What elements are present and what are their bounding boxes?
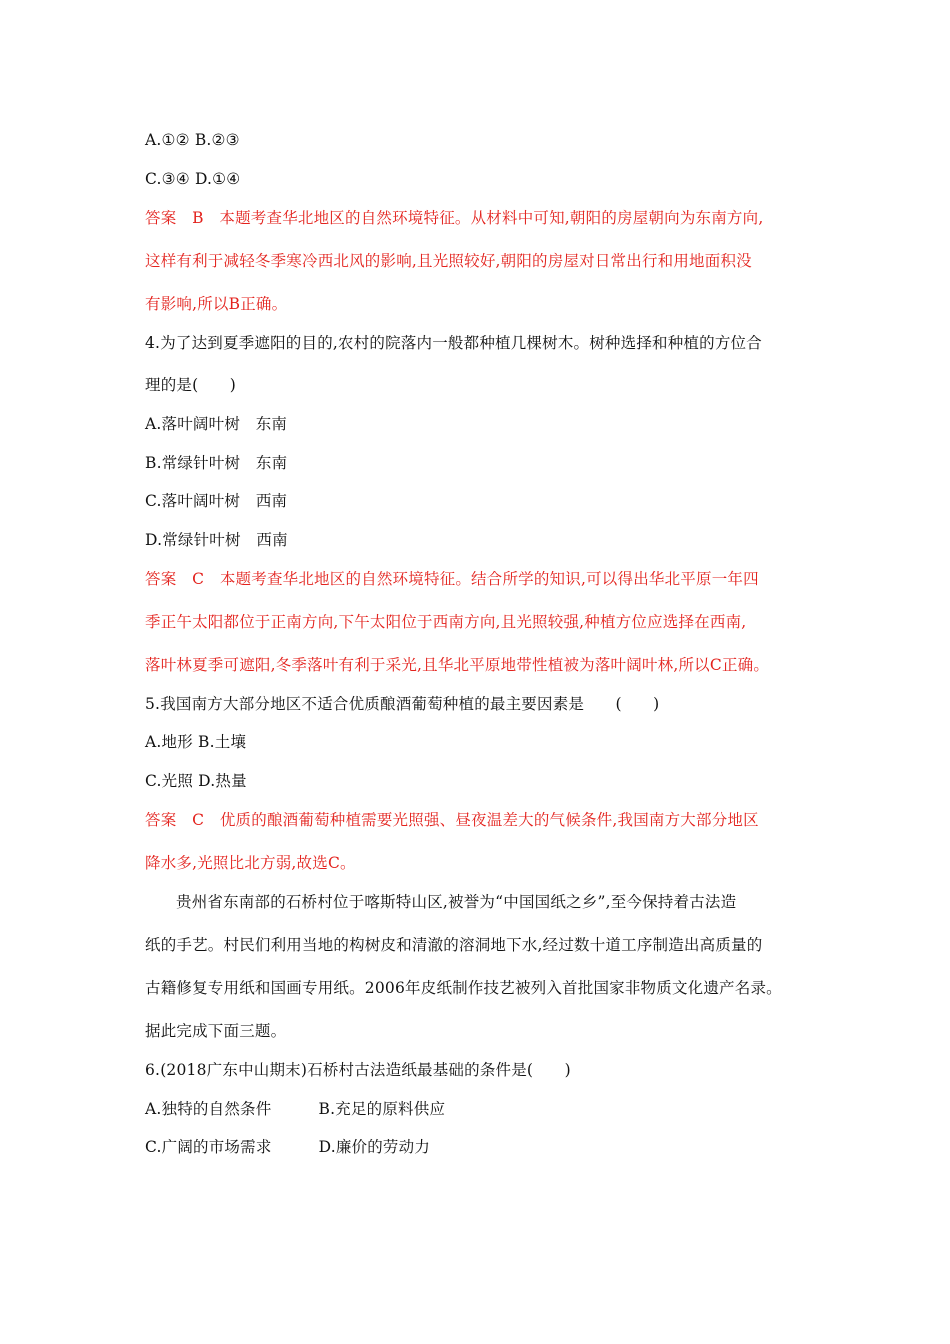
q6-question: 6.(2018广东中山期末)石桥村古法造纸最基础的条件是( )	[145, 1061, 571, 1079]
q5-answer-line-2: 降水多,光照比北方弱,故选C。	[145, 854, 356, 872]
q3-answer-line-3: 有影响,所以B正确。	[145, 295, 288, 313]
q4-answer-line-2: 季正午太阳都位于正南方向,下午太阳位于西南方向,且光照较强,种植方位应选择在西南,	[145, 613, 747, 631]
q5-options-cd: C.光照 D.热量	[145, 772, 247, 790]
q4-option-d: D.常绿针叶树 西南	[145, 531, 288, 549]
q4-option-b: B.常绿针叶树 东南	[145, 454, 288, 472]
q4-answer-line-3: 落叶林夏季可遮阳,冬季落叶有利于采光,且华北平原地带性植被为落叶阔叶林,所以C正确。	[145, 656, 770, 674]
q4-question-line-2: 理的是( )	[145, 376, 236, 394]
q4-option-c: C.落叶阔叶树 西南	[145, 492, 288, 510]
material-line-1: 贵州省东南部的石桥村位于喀斯特山区,被誉为“中国国纸之乡”,至今保持着古法造	[176, 893, 737, 911]
q4-option-a: A.落叶阔叶树 东南	[145, 415, 288, 433]
q4-answer-line-1: 答案 C 本题考查华北地区的自然环境特征。结合所学的知识,可以得出华北平原一年四	[145, 570, 759, 588]
q5-answer-line-1: 答案 C 优质的酿酒葡萄种植需要光照强、昼夜温差大的气候条件,我国南方大部分地区	[145, 811, 759, 829]
material-line-3: 古籍修复专用纸和国画专用纸。2006年皮纸制作技艺被列入首批国家非物质文化遗产名录。	[145, 979, 782, 997]
q3-options-ab: A.①② B.②③	[145, 131, 240, 149]
q6-options-cd: C.广阔的市场需求 D.廉价的劳动力	[145, 1138, 431, 1156]
q5-question: 5.我国南方大部分地区不适合优质酿酒葡萄种植的最主要因素是 ( )	[145, 695, 660, 713]
q4-question-line-1: 4.为了达到夏季遮阳的目的,农村的院落内一般都种植几棵树木。树种选择和种植的方位合	[145, 334, 762, 352]
q5-options-ab: A.地形 B.土壤	[145, 733, 247, 751]
q3-answer-line-1: 答案 B 本题考查华北地区的自然环境特征。从材料中可知,朝阳的房屋朝向为东南方向,	[145, 209, 764, 227]
q3-options-cd: C.③④ D.①④	[145, 170, 241, 188]
material-line-4: 据此完成下面三题。	[145, 1022, 287, 1040]
material-line-2: 纸的手艺。村民们利用当地的构树皮和清澈的溶洞地下水,经过数十道工序制造出高质量的	[145, 936, 763, 954]
q6-options-ab: A.独特的自然条件 B.充足的原料供应	[145, 1100, 446, 1118]
q3-answer-line-2: 这样有利于减轻冬季寒冷西北风的影响,且光照较好,朝阳的房屋对日常出行和用地面积没	[145, 252, 752, 270]
